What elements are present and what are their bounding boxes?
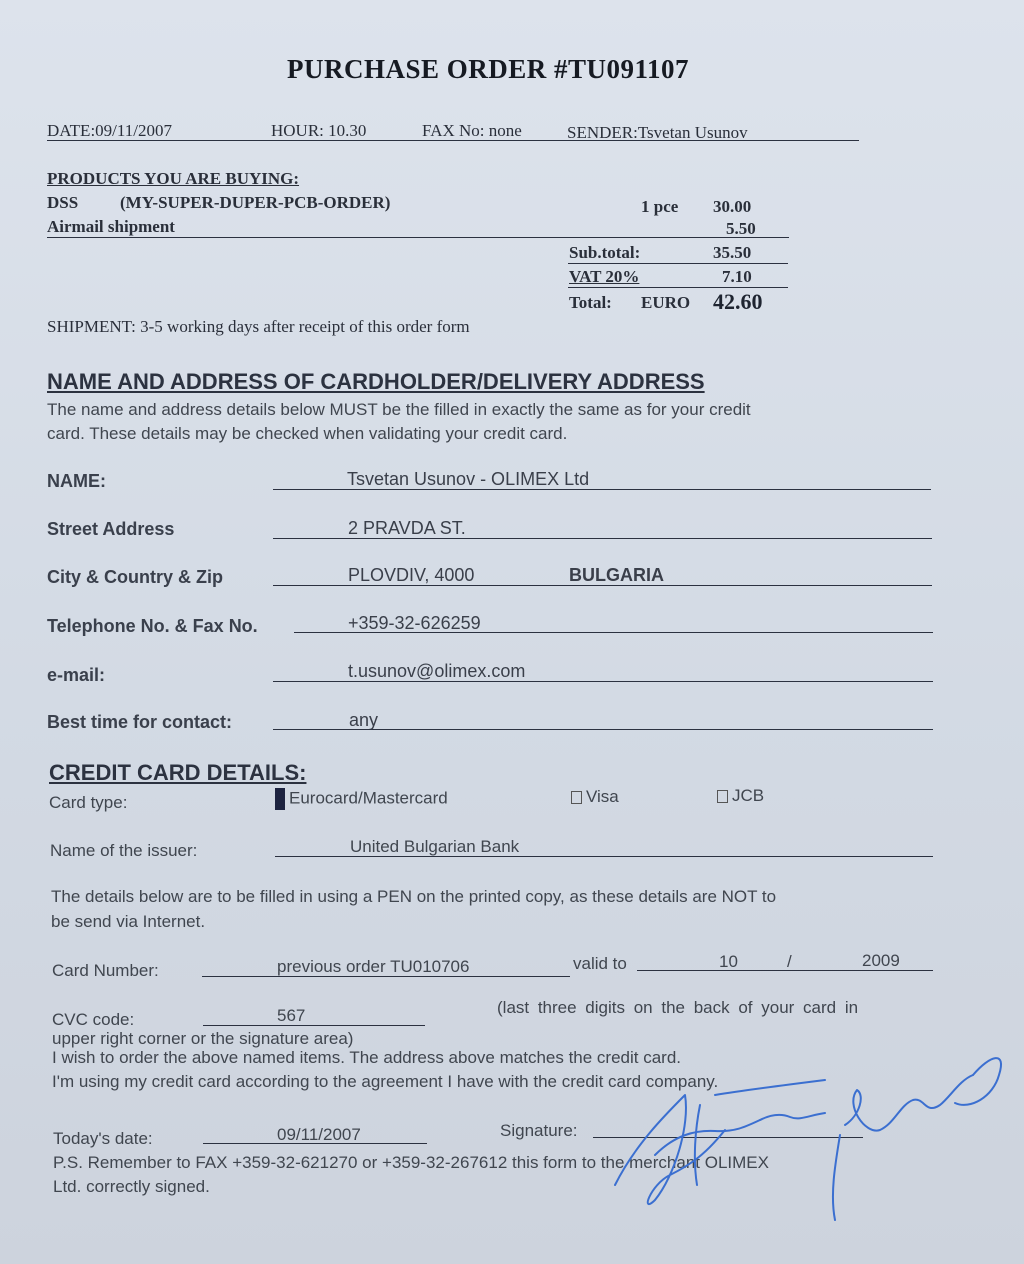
- products-heading: PRODUCTS YOU ARE BUYING:: [47, 169, 300, 188]
- issuer-field-line: [275, 856, 933, 857]
- email-field-line: [273, 681, 933, 682]
- checkbox-checked-icon: [275, 788, 285, 810]
- cvc-field-line: [203, 1025, 425, 1026]
- contact-value: any: [349, 710, 379, 730]
- ps-line2: Ltd. correctly signed.: [53, 1177, 210, 1196]
- contact-field-line: [273, 729, 933, 730]
- phone-value: +359-32-626259: [348, 613, 481, 633]
- email-value: t.usunov@olimex.com: [348, 661, 526, 681]
- name-field-line: [273, 489, 931, 490]
- address-note-line2: card. These details may be checked when validating your credit card.: [47, 424, 568, 443]
- header-sender: SENDER:Tsvetan Usunov: [567, 123, 748, 142]
- valid-field-line: [637, 970, 933, 971]
- checkbox-empty-icon: [571, 791, 582, 804]
- total-value: 42.60: [713, 289, 763, 314]
- card-heading: CREDIT CARD DETAILS:: [49, 760, 307, 785]
- vat-divider: [568, 287, 788, 288]
- email-label: e-mail:: [47, 665, 106, 685]
- agreement-line1: I wish to order the above named items. The address above matches the credit card.: [52, 1048, 682, 1067]
- item-code: DSS: [47, 193, 79, 212]
- subtotal-label: Sub.total:: [569, 243, 641, 262]
- cvc-label: CVC code:: [52, 1010, 135, 1029]
- header-hour: HOUR: 10.30: [271, 121, 367, 140]
- checkbox-empty-icon: [717, 790, 728, 803]
- option-jcb: [717, 786, 764, 806]
- header-underline: [47, 140, 859, 141]
- shipping-price: 5.50: [726, 219, 756, 238]
- issuer-value: United Bulgarian Bank: [350, 837, 520, 856]
- country-value: BULGARIA: [569, 565, 664, 585]
- today-date-label: Today's date:: [53, 1129, 153, 1148]
- today-date-value: 09/11/2007: [277, 1125, 361, 1144]
- page-title: PURCHASE ORDER #TU091107: [287, 54, 690, 84]
- card-number-value: previous order TU010706: [277, 957, 470, 976]
- date-field-line: [203, 1143, 427, 1144]
- street-value: 2 PRAVDA ST.: [348, 518, 466, 538]
- card-type-label: Card type:: [49, 793, 128, 812]
- valid-month: 10: [719, 952, 738, 971]
- cvc-value: 567: [277, 1006, 306, 1025]
- shipping-label: Airmail shipment: [47, 217, 175, 236]
- item-quantity: 1 pce: [641, 197, 679, 216]
- street-label: Street Address: [47, 519, 175, 539]
- address-heading: NAME AND ADDRESS OF CARDHOLDER/DELIVERY ADDRESS: [47, 369, 705, 394]
- items-divider: [47, 237, 789, 238]
- valid-year: 2009: [862, 951, 900, 970]
- subtotal-value: 35.50: [713, 243, 752, 262]
- option-jcb-label: JCB: [732, 786, 765, 805]
- city-value: PLOVDIV, 4000: [348, 565, 475, 585]
- cvc-note-line1: (last three digits on the back of your card in: [497, 998, 859, 1017]
- card-number-label: Card Number:: [52, 961, 159, 980]
- total-label: Total:: [569, 293, 612, 312]
- header-fax: FAX No: none: [422, 121, 522, 140]
- cvc-note-line2: upper right corner or the signature area): [52, 1029, 354, 1048]
- phone-label: Telephone No. & Fax No.: [47, 616, 258, 636]
- option-visa: [571, 787, 619, 807]
- issuer-label: Name of the issuer:: [50, 841, 198, 860]
- vat-label: VAT 20%: [569, 267, 640, 286]
- option-mastercard-label: Eurocard/Mastercard: [289, 788, 448, 808]
- item-price: 30.00: [713, 197, 752, 216]
- ps-line1: P.S. Remember to FAX +359-32-621270 or +359-32-267612 this form to the merchant OLIMEX: [53, 1153, 769, 1172]
- handwritten-signature: [595, 1035, 1010, 1225]
- city-label: City & Country & Zip: [47, 567, 223, 587]
- phone-field-line: [294, 632, 933, 633]
- valid-label: valid to: [573, 954, 627, 973]
- item-description: (MY-SUPER-DUPER-PCB-ORDER): [120, 193, 391, 212]
- signature-label: Signature:: [500, 1121, 578, 1140]
- name-label: NAME:: [47, 471, 106, 491]
- valid-separator: /: [787, 952, 792, 971]
- card-number-field-line: [202, 976, 570, 977]
- vat-value: 7.10: [722, 267, 752, 286]
- pen-note-line2: be send via Internet.: [51, 912, 206, 931]
- shipment-note: SHIPMENT: 3-5 working days after receipt of this order form: [47, 317, 470, 336]
- option-visa-label: Visa: [586, 787, 619, 806]
- name-value: Tsvetan Usunov - OLIMEX Ltd: [347, 469, 590, 489]
- address-note-line1: The name and address details below MUST be the filled in exactly the same as for your credit: [47, 400, 751, 419]
- option-mastercard: [275, 788, 448, 810]
- pen-note-line1: The details below are to be filled in using a PEN on the printed copy, as these details are NOT to: [51, 887, 777, 906]
- agreement-line2: I'm using my credit card according to the agreement I have with the credit card company.: [52, 1072, 719, 1091]
- subtotal-divider: [568, 263, 788, 264]
- street-field-line: [273, 538, 932, 539]
- header-date: DATE:09/11/2007: [47, 121, 172, 140]
- contact-label: Best time for contact:: [47, 712, 233, 732]
- city-field-line: [273, 585, 932, 586]
- total-currency: EURO: [641, 293, 691, 312]
